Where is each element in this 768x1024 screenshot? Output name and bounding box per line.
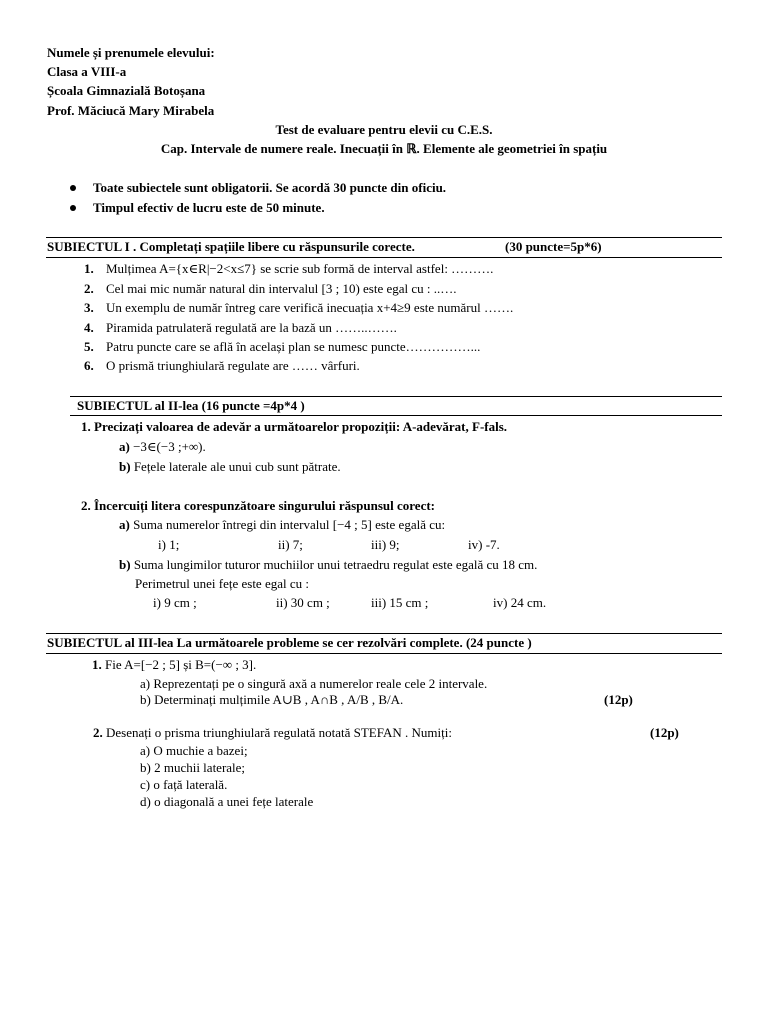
option: iv) 24 cm. <box>493 595 547 610</box>
rule-2: Timpul efectiv de lucru este de 50 minute. <box>93 200 325 215</box>
s1-item: 1. Mulțimea A={x∈R|−2<x≤7} se scrie sub formă de interval astfel: ………. <box>84 261 494 276</box>
s3-p2-item: c) o față laterală. <box>140 777 228 792</box>
class-label: Clasa a VIII-a <box>47 64 127 79</box>
s2-q1: 1. Precizați valoarea de adevăr a următoarelor propoziții: A-adevărat, F-fals. <box>81 419 508 434</box>
chapter-title: Cap. Intervale de numere reale. Inecuații în ℝ. Elemente ale geometriei în spațiu <box>160 141 608 156</box>
option: iii) 15 cm ; <box>371 595 429 610</box>
rule-1: Toate subiectele sunt obligatorii. Se acordă 30 puncte din oficiu. <box>93 180 447 195</box>
option: i) 1; <box>158 537 180 552</box>
s1-item: 2. Cel mai mic număr natural din intervalul [3 ; 10) este egal cu : ..…. <box>84 281 457 296</box>
bullet-icon <box>70 185 76 191</box>
divider <box>46 633 722 634</box>
s2-q2a: a) Suma numerelor întregi din intervalul [−4 ; 5] este egală cu: <box>119 517 446 532</box>
s1-item: 3. Un exemplu de număr întreg care verifică inecuația x+4≥9 este numărul ……. <box>84 300 514 315</box>
test-title: Test de evaluare pentru elevii cu C.E.S. <box>275 122 493 137</box>
bullet-icon <box>70 205 76 211</box>
s2-q2b-line2: Perimetrul unei fețe este egal cu : <box>135 576 309 591</box>
s3-p1b: b) Determinați mulțimile A∪B , A∩B , A/B , B/A. <box>140 692 404 707</box>
option: ii) 7; <box>278 537 303 552</box>
option: iii) 9; <box>371 537 400 552</box>
divider <box>70 396 722 397</box>
option: i) 9 cm ; <box>153 595 197 610</box>
s3-p2: 2. Desenați o prisma triunghiulară regulată notată STEFAN . Numiți: <box>93 725 452 740</box>
s3-p2-item: a) O muchie a bazei; <box>140 743 248 758</box>
school-label: Școala Gimnazială Botoșana <box>47 83 206 98</box>
s3-p1a: a) Reprezentați pe o singură axă a numerelor reale cele 2 intervale. <box>140 676 488 691</box>
s3-p2-item: b) 2 muchii laterale; <box>140 760 246 775</box>
s1-points: (30 puncte=5p*6) <box>505 239 602 254</box>
s2-q1a: a) −3∈(−3 ;+∞). <box>119 439 206 454</box>
divider <box>70 415 722 416</box>
s3-p2-item: d) o diagonală a unei fețe laterale <box>140 794 314 809</box>
teacher-label: Prof. Măciucă Mary Mirabela <box>47 103 215 118</box>
divider <box>46 237 722 238</box>
s2-q1b: b) Fețele laterale ale unui cub sunt pătrate. <box>119 459 341 474</box>
s1-item: 6. O prismă triunghiulară regulate are …… vârfuri. <box>84 358 360 373</box>
s2-heading: SUBIECTUL al II-lea (16 puncte =4p*4 ) <box>77 398 305 413</box>
divider <box>46 257 722 258</box>
s1-heading: SUBIECTUL I . Completați spațiile libere cu răspunsurile corecte. <box>47 239 415 254</box>
option: iv) -7. <box>468 537 500 552</box>
s3-p1-points: (12p) <box>604 692 633 707</box>
s2-q2b: b) Suma lungimilor tuturor muchiilor unui tetraedru regulat este egală cu 18 cm. <box>119 557 538 572</box>
s1-item: 5. Patru puncte care se află în același plan se numesc puncte……………... <box>84 339 481 354</box>
s3-heading: SUBIECTUL al III-lea La următoarele probleme se cer rezolvări complete. (24 puncte ) <box>47 635 532 650</box>
s1-item: 4. Piramida patrulateră regulată are la bază un ……..……. <box>84 320 397 335</box>
option: ii) 30 cm ; <box>276 595 330 610</box>
s2-q2: 2. Încercuiți litera corespunzătoare singurului răspunsul corect: <box>81 498 435 513</box>
divider <box>46 653 722 654</box>
s3-p2-points: (12p) <box>650 725 679 740</box>
s3-p1: 1. Fie A=[−2 ; 5] și B=(−∞ ; 3]. <box>92 657 257 672</box>
student-name-label: Numele și prenumele elevului: <box>47 45 215 60</box>
